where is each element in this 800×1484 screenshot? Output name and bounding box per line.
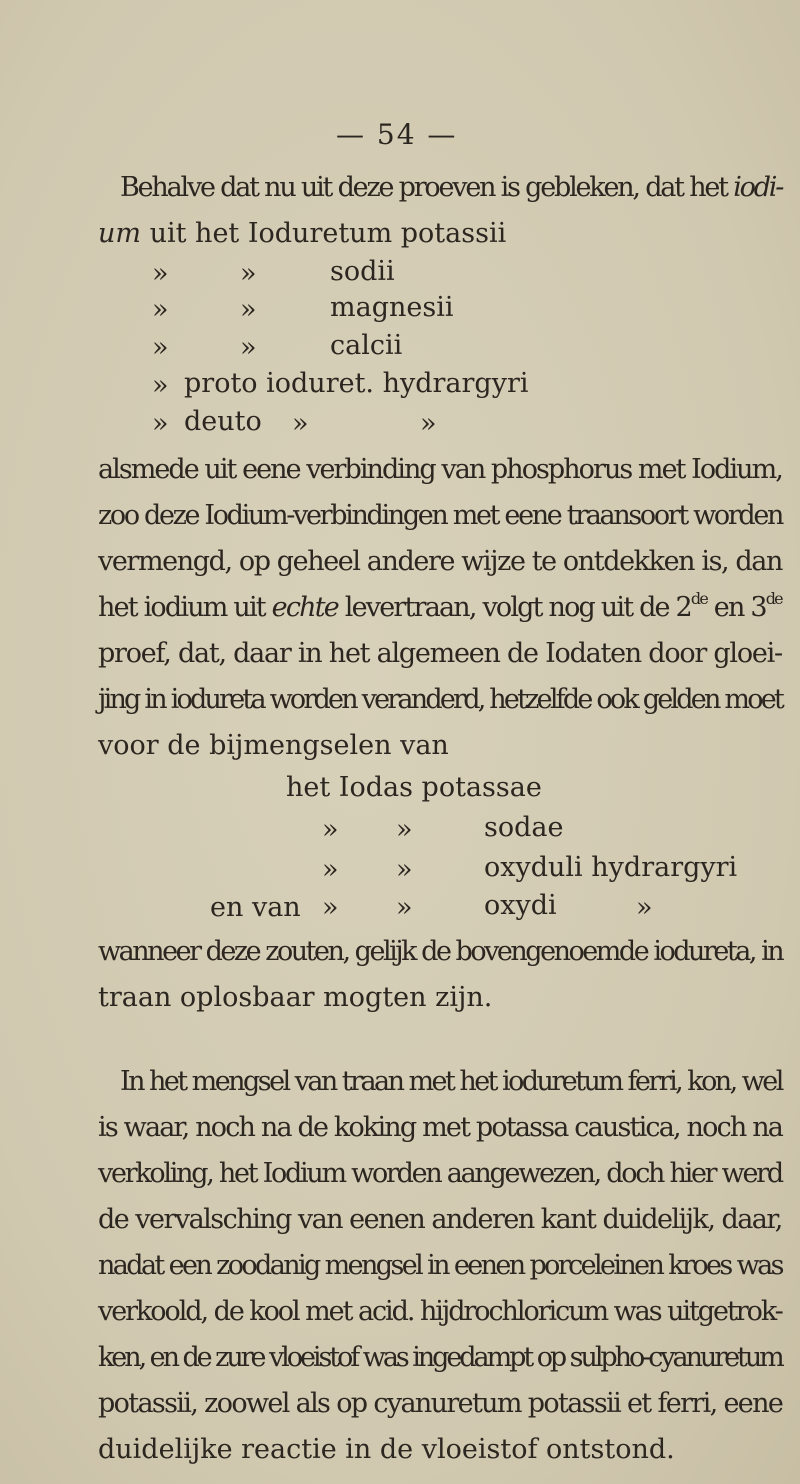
- paragraph-4-line-4: de vervalsching van eenen anderen kant duidelijk, daar,: [98, 1204, 782, 1235]
- italic-text: iodi-: [733, 172, 783, 203]
- list-item: het Iodas potassae: [286, 772, 542, 803]
- text: Behalve dat nu uit deze proeven is gebleken, dat het: [120, 172, 727, 203]
- paragraph-4-line-1: In het mengsel van traan met het ioduretum ferri, kon, wel: [120, 1066, 782, 1097]
- paragraph-2-line-4: [98, 589, 782, 623]
- paragraph-4-line-6: verkoold, de kool met acid. hijdrochloricum was uitgetrok-: [98, 1296, 782, 1327]
- ditto-mark: »: [152, 258, 169, 289]
- paragraph-4-line-7: ken, en de zure vloeistof was ingedampt op sulpho-cyanuretum: [98, 1342, 782, 1373]
- ditto-mark: »: [152, 370, 169, 401]
- list-item: calcii: [330, 330, 403, 361]
- ditto-mark: »: [240, 294, 257, 325]
- text: uit het Ioduretum potassii: [149, 218, 507, 249]
- superscript: de: [765, 589, 782, 608]
- list-item: sodii: [330, 256, 395, 287]
- list-item: magnesii: [330, 292, 454, 323]
- list-item: deuto: [184, 406, 262, 437]
- text: en 3: [707, 592, 766, 623]
- paragraph-4-line-3: verkoling, het Iodium worden aangewezen, doch hier werd: [98, 1158, 782, 1189]
- paragraph-4-line-9: duidelijke reactie in de vloeistof ontstond.: [98, 1434, 675, 1465]
- ditto-mark: »: [152, 332, 169, 363]
- ditto-mark: »: [152, 294, 169, 325]
- ditto-mark: »: [322, 854, 339, 885]
- paragraph-2-line-2: zoo deze Iodium-verbindingen met eene traansoort worden: [98, 500, 783, 531]
- ditto-mark: »: [292, 408, 309, 439]
- paragraph-4-line-2: is waar, noch na de koking met potassa caustica, noch na: [98, 1112, 783, 1143]
- ditto-mark: »: [240, 258, 257, 289]
- paragraph-2-line-6: jing in iodureta worden veranderd, hetzelfde ook gelden moet: [98, 684, 782, 715]
- ditto-mark: »: [152, 408, 169, 439]
- paragraph-4-line-5: nadat een zoodanig mengsel in eenen porceleinen kroes was: [98, 1250, 782, 1281]
- list-item: oxyduli hydrargyri: [484, 852, 738, 883]
- ditto-mark: »: [240, 332, 257, 363]
- list-item: proto ioduret. hydrargyri: [184, 368, 529, 399]
- paragraph-3-line-1: wanneer deze zouten, gelijk de bovengenoemde iodureta, in: [98, 936, 783, 967]
- paragraph-4-line-8: potassii, zoowel als op cyanuretum potassii et ferri, eene: [98, 1388, 783, 1419]
- paragraph-2-line-5: proef, dat, daar in het algemeen de Iodaten door gloei-: [98, 638, 782, 669]
- superscript: de: [690, 589, 708, 608]
- ditto-mark: »: [322, 892, 339, 923]
- ditto-mark: »: [396, 854, 413, 885]
- paragraph-2-line-3: vermengd, op geheel andere wijze te ontdekken is, dan: [98, 546, 782, 577]
- ditto-mark: »: [420, 408, 437, 439]
- paragraph-2-line-7: voor de bijmengselen van: [98, 730, 449, 761]
- page-number: — 54 —: [336, 118, 458, 151]
- list-item: sodae: [484, 812, 564, 843]
- ditto-mark: »: [396, 892, 413, 923]
- ditto-mark: »: [636, 892, 653, 923]
- paragraph-3-line-2: traan oplosbaar mogten zijn.: [98, 982, 493, 1013]
- paragraph-1-line-2: [98, 220, 506, 247]
- text: levertraan, volgt nog uit de 2: [344, 592, 691, 623]
- paragraph-2-line-1: alsmede uit eene verbinding van phosphorus met Iodium,: [98, 454, 782, 485]
- paragraph-1-line-1: [120, 174, 782, 201]
- ditto-mark: »: [396, 814, 413, 845]
- italic-text: echte: [271, 592, 338, 623]
- list-item: oxydi: [484, 890, 557, 921]
- text: het iodium uit: [98, 592, 265, 623]
- ditto-mark: »: [322, 814, 339, 845]
- italic-text: um: [98, 218, 141, 249]
- list-prefix: en van: [210, 892, 301, 923]
